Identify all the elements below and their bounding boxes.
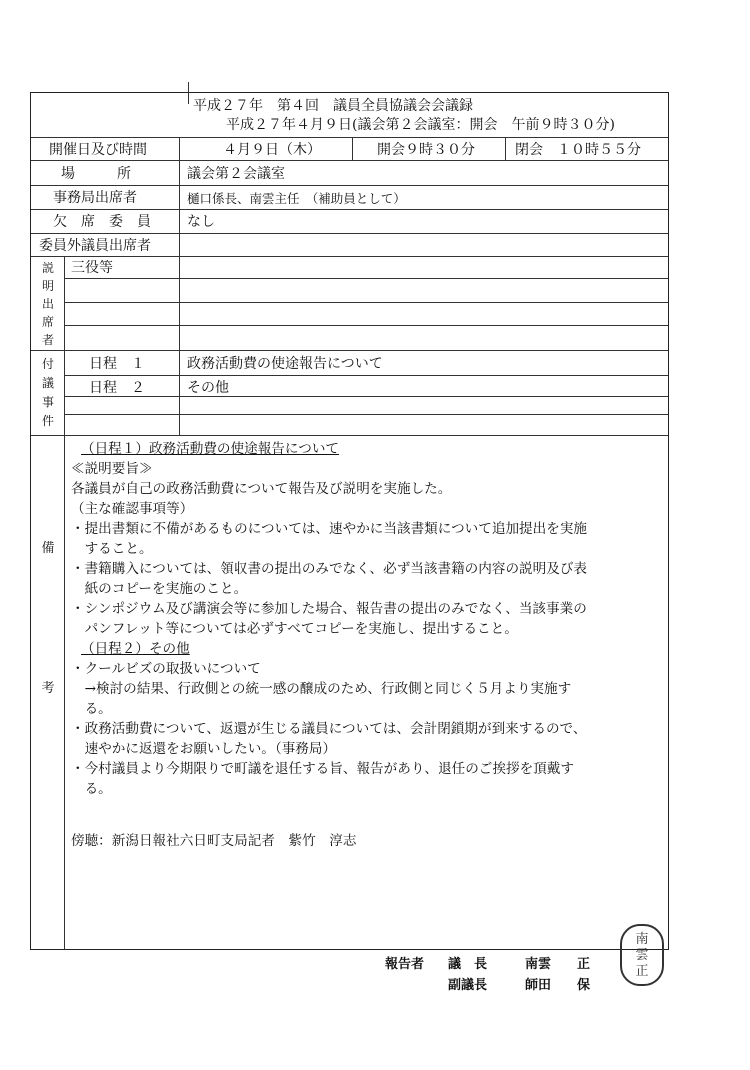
notes-line: ・シンポジウム及び講演会等に参加した場合、報告書の提出のみでなく、当該事業の xyxy=(71,601,587,617)
notes-line: 傍聴：新潟日報社六日町支局記者 紫竹 淳志 xyxy=(71,833,357,849)
datetime-label: 開催日及び時間 xyxy=(49,142,147,158)
notes-line: →検討の結果、行政側との統一感の醸成のため、行政側と同じく５月より実施す xyxy=(71,681,572,697)
notes-line: ・提出書類に不備があるものについては、速やかに当該書類について追加提出を実施 xyxy=(71,521,588,537)
open-time: 開会９時３０分 xyxy=(377,142,475,158)
explain-label: 説 明 出 席 者 xyxy=(41,261,54,347)
scan-mark xyxy=(188,82,189,104)
chair-title: 議 長 xyxy=(448,957,488,972)
svg-text:正: 正 xyxy=(635,964,649,979)
document-subtitle: 平成２７年４月９日(議会第２会議室：開会 午前９時３０分) xyxy=(226,117,615,133)
absent-value: なし xyxy=(187,214,215,230)
place-label: 場 所 xyxy=(61,166,131,182)
notes-line: （主な確認事項等） xyxy=(71,501,194,517)
notes-line: ・クールビズの取扱いについて xyxy=(71,661,261,677)
agenda-1-title: 政務活動費の使途報告について xyxy=(187,356,383,372)
explain-1: 三役等 xyxy=(71,260,113,276)
notes-line: ・書籍購入については、領収書の提出のみでなく、必ず当該書籍の内容の説明及び表 xyxy=(71,561,588,577)
notes-line: ・政務活動費について、返還が生じる議員については、会計閉鎖期が到来するので、 xyxy=(71,721,587,737)
close-time: 閉会 １０時５５分 xyxy=(515,142,641,158)
notes-line: 各議員が自己の政務活動費について報告及び説明を実施した。 xyxy=(71,481,452,497)
staff-value: 樋口係長、南雲主任 （補助員として） xyxy=(187,191,406,206)
meeting-date: ４月９日（木） xyxy=(223,142,321,158)
svg-text:雲: 雲 xyxy=(635,948,649,963)
notes-line: る。 xyxy=(71,781,112,797)
reporter-label: 報告者 xyxy=(385,957,425,972)
personal-seal xyxy=(620,924,664,986)
notes-line: る。 xyxy=(71,701,112,717)
document-title: 平成２７年 第４回 議員全員協議会会議録 xyxy=(193,98,473,114)
vice-chair-name: 師田 保 xyxy=(525,978,591,993)
notes-line: ・今村議員より今期限りで町議を退任する旨、報告があり、退任のご挨拶を頂戴す xyxy=(71,761,574,777)
nonmember-label: 委員外議員出席者 xyxy=(39,238,151,254)
agenda-1-number: 日程 １ xyxy=(89,356,145,372)
notes-line: パンフレット等については必ずすべてコピーを実施し、提出すること。 xyxy=(71,621,518,637)
seal-mark xyxy=(622,926,662,984)
staff-label: 事務局出席者 xyxy=(53,190,137,206)
notes-line: すること。 xyxy=(71,541,153,557)
absent-label: 欠 席 委 員 xyxy=(53,214,151,230)
agenda-label: 付 議 事 件 xyxy=(41,357,54,428)
notes-line: 速やかに返還をお願いしたい。（事務局） xyxy=(71,741,337,757)
agenda-2-number: 日程 ２ xyxy=(89,380,145,396)
place-value: 議会第２会議室 xyxy=(187,166,285,182)
notes-line: ≪説明要旨≫ xyxy=(71,461,153,477)
svg-text:南: 南 xyxy=(635,932,649,947)
notes-label-1: 備 xyxy=(41,541,55,556)
chair-name: 南雲 正 xyxy=(525,957,591,972)
minutes-form xyxy=(30,92,669,950)
notes-line: 紙のコピーを実施のこと。 xyxy=(71,581,248,597)
notes-label-2: 考 xyxy=(41,681,55,696)
agenda-2-title: その他 xyxy=(187,380,229,396)
notes-line: （日程１）政務活動費の使途報告について xyxy=(81,441,340,457)
vice-chair-title: 副議長 xyxy=(448,978,488,993)
notes-line: （日程２）その他 xyxy=(81,641,190,657)
